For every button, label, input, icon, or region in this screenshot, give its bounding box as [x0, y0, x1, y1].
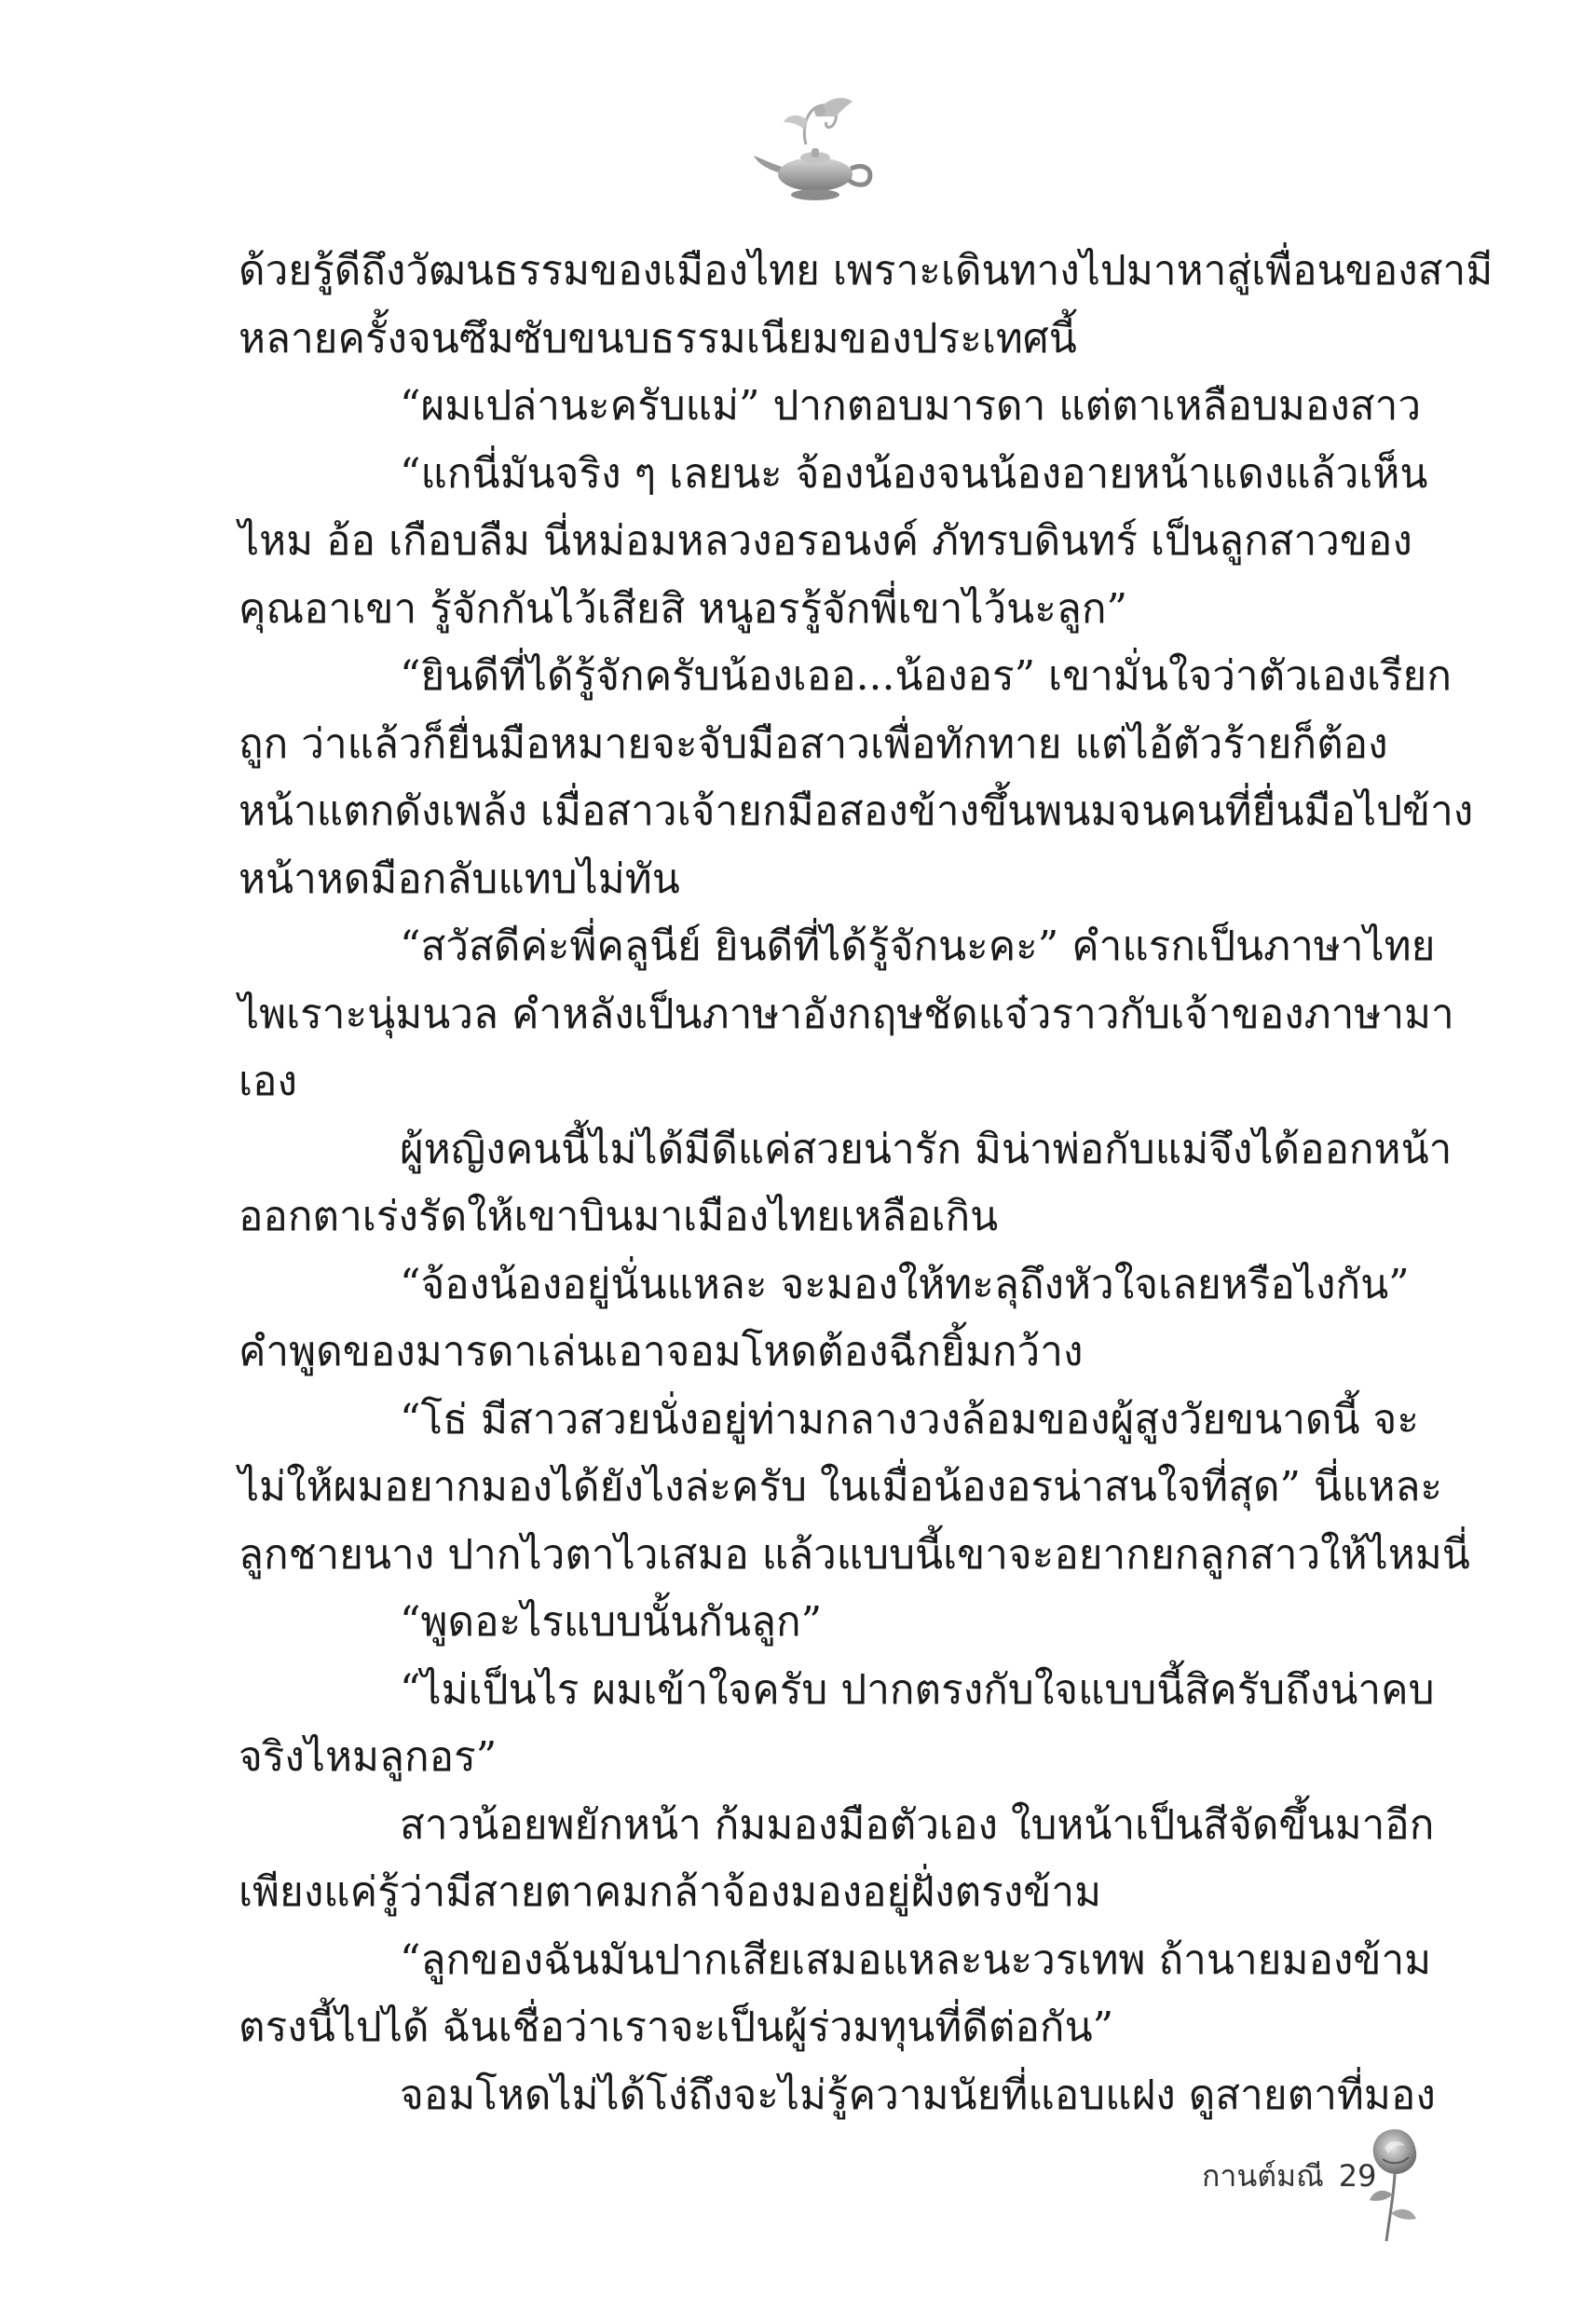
text-line: สาวน้อยพยักหน้า ก้มมองมือตัวเอง ใบหน้าเป็นสีจัดขึ้นมาอีก — [400, 1800, 1435, 1849]
text-line: ด้วยรู้ดีถึงวัฒนธรรมของเมืองไทย เพราะเดินทางไปมาหาสู่เพื่อนของสามี — [239, 247, 1494, 294]
text-line: หลายครั้งจนซึมซับขนบธรรมเนียมของประเทศนี้ — [239, 314, 1077, 362]
text-line: “ลูกของฉันมันปากเสียเสมอแหละนะวรเทพ ถ้านายมองข้าม — [400, 1935, 1432, 1984]
text-line: “พูดอะไรแบบนั้นกันลูก” — [400, 1598, 823, 1646]
text-line: เอง — [239, 1058, 297, 1105]
text-line: หน้าแตกดังเพล้ง เมื่อสาวเจ้ายกมือสองข้างขึ้นพนมจนคนที่ยื่นมือไปข้าง — [239, 787, 1474, 835]
text-line: ผู้หญิงคนนี้ไม่ได้มีดีแค่สวยน่ารัก มิน่าพ่อกับแม่จึงได้ออกหน้า — [400, 1125, 1453, 1173]
chapter-body-text — [239, 238, 1494, 2129]
genie-lamp-icon — [750, 89, 880, 210]
text-line: “แกนี่มันจริง ๆ เลยนะ จ้องน้องจนน้องอายหน้าแดงแล้วเห็น — [400, 449, 1428, 498]
text-line: เพียงแค่รู้ว่ามีสายตาคมกล้าจ้องมองอยู่ฝั่งตรงข้าม — [239, 1868, 1102, 1916]
rose-icon — [1362, 2120, 1427, 2250]
book-title: กานต์มณี — [1202, 2158, 1324, 2194]
text-line: ถูก ว่าแล้วก็ยื่นมือหมายจะจับมือสาวเพื่อทักทาย แต่ไอ้ตัวร้ายก็ต้อง — [239, 719, 1388, 768]
text-line: “จ้องน้องอยู่นั่นแหละ จะมองให้ทะลุถึงหัวใจเลยหรือไงกัน” — [400, 1260, 1410, 1308]
text-line: จอมโหดไม่ได้โง่ถึงจะไม่รู้ความนัยที่แอบแฝง ดูสายตาที่มอง — [400, 2071, 1436, 2119]
text-line: ตรงนี้ไปได้ ฉันเชื่อว่าเราจะเป็นผู้ร่วมทุนที่ดีต่อกัน” — [239, 2003, 1114, 2051]
text-line: หน้าหดมือกลับแทบไม่ทัน — [239, 855, 680, 903]
text-line: ลูกชายนาง ปากไวตาไวเสมอ แล้วแบบนี้เขาจะอยากยกลูกสาวให้ไหมนี่ — [239, 1530, 1470, 1579]
text-line: ไพเราะนุ่มนวล คำหลังเป็นภาษาอังกฤษชัดแจ๋วราวกับเจ้าของภาษามา — [239, 990, 1454, 1038]
text-line: ออกตาเร่งรัดให้เขาบินมาเมืองไทยเหลือเกิน — [239, 1193, 999, 1240]
text-line: “ยินดีที่ได้รู้จักครับน้องเออ...น้องอร” เขามั่นใจว่าตัวเองเรียก — [400, 652, 1452, 700]
page-number: 29 — [1338, 2158, 1377, 2194]
text-line: จริงไหมลูกอร” — [239, 1733, 498, 1781]
text-line: ไหม อ้อ เกือบลืม นี่หม่อมหลวงอรอนงค์ ภัทรบดินทร์ เป็นลูกสาวของ — [239, 517, 1412, 565]
text-line: คุณอาเขา รู้จักกันไว้เสียสิ หนูอรรู้จักพี่เขาไว้นะลูก” — [239, 584, 1127, 633]
text-line: “โธ่ มีสาวสวยนั่งอยู่ท่ามกลางวงล้อมของผู้สูงวัยขนาดนี้ จะ — [400, 1395, 1419, 1443]
text-line: “ไม่เป็นไร ผมเข้าใจครับ ปากตรงกับใจแบบนี้สิครับถึงน่าคบ — [400, 1665, 1435, 1714]
text-line: “ผมเปล่านะครับแม่” ปากตอบมารดา แต่ตาเหลือบมองสาว — [400, 382, 1422, 430]
text-line: คำพูดของมารดาเล่นเอาจอมโหดต้องฉีกยิ้มกว้าง — [239, 1328, 1084, 1375]
text-line: ไม่ให้ผมอยากมองได้ยังไงล่ะครับ ในเมื่อน้องอรน่าสนใจที่สุด” นี่แหละ — [239, 1463, 1443, 1511]
text-line: “สวัสดีค่ะพี่คลูนีย์ ยินดีที่ได้รู้จักนะคะ” คำแรกเป็นภาษาไทย — [400, 923, 1436, 970]
